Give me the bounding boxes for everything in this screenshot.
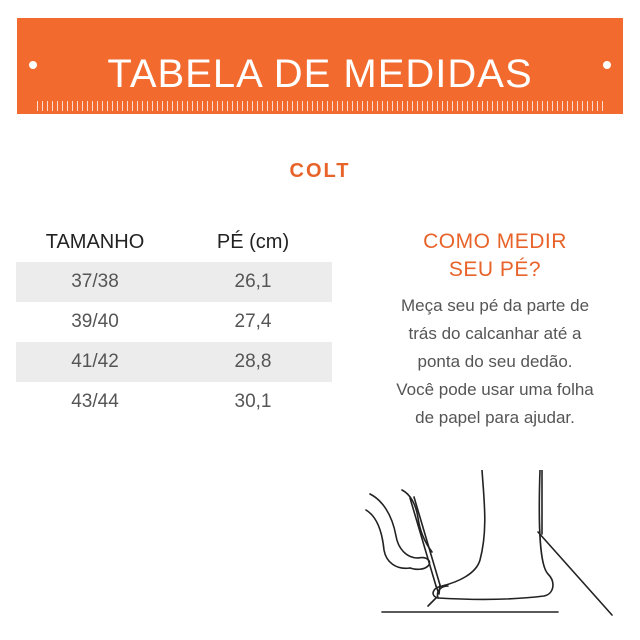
size-cell: 37/38 xyxy=(71,271,119,292)
product-name: COLT xyxy=(289,160,351,182)
howto-title-line2: SEU PÉ? xyxy=(448,258,542,281)
instruction-line: ponta do seu dedão. xyxy=(417,352,573,371)
instruction-line: Meça seu pé da parte de xyxy=(400,296,590,315)
table-header xyxy=(16,222,332,262)
table-row xyxy=(16,382,332,422)
howto-title-line1: COMO MEDIR xyxy=(423,230,567,253)
header-foot-cm: PÉ (cm) xyxy=(216,230,290,253)
foot-cell: 30,1 xyxy=(234,391,272,412)
size-cell: 43/44 xyxy=(71,391,119,412)
foot-cell: 27,4 xyxy=(234,311,272,332)
page-title: TABELA DE MEDIDAS xyxy=(107,52,533,96)
foot-cell: 26,1 xyxy=(234,271,272,292)
header-banner xyxy=(17,18,623,114)
instruction-line: de papel para ajudar. xyxy=(415,408,575,427)
instruction-line: Você pode usar uma folha xyxy=(396,380,594,399)
howto-title xyxy=(370,228,620,284)
size-cell: 39/40 xyxy=(71,311,119,332)
table-row xyxy=(16,342,332,382)
howto-instructions xyxy=(364,292,626,432)
size-cell: 41/42 xyxy=(71,351,119,372)
ruler-ticks xyxy=(37,101,603,111)
foot-cell: 28,8 xyxy=(234,351,272,372)
size-table xyxy=(16,222,332,422)
banner-dot-right xyxy=(603,61,611,69)
foot-measuring-illustration-icon xyxy=(362,470,632,630)
table-row xyxy=(16,262,332,302)
header-size: TAMANHO xyxy=(45,230,145,253)
table-row xyxy=(16,302,332,342)
instruction-line: trás do calcanhar até a xyxy=(408,324,582,343)
